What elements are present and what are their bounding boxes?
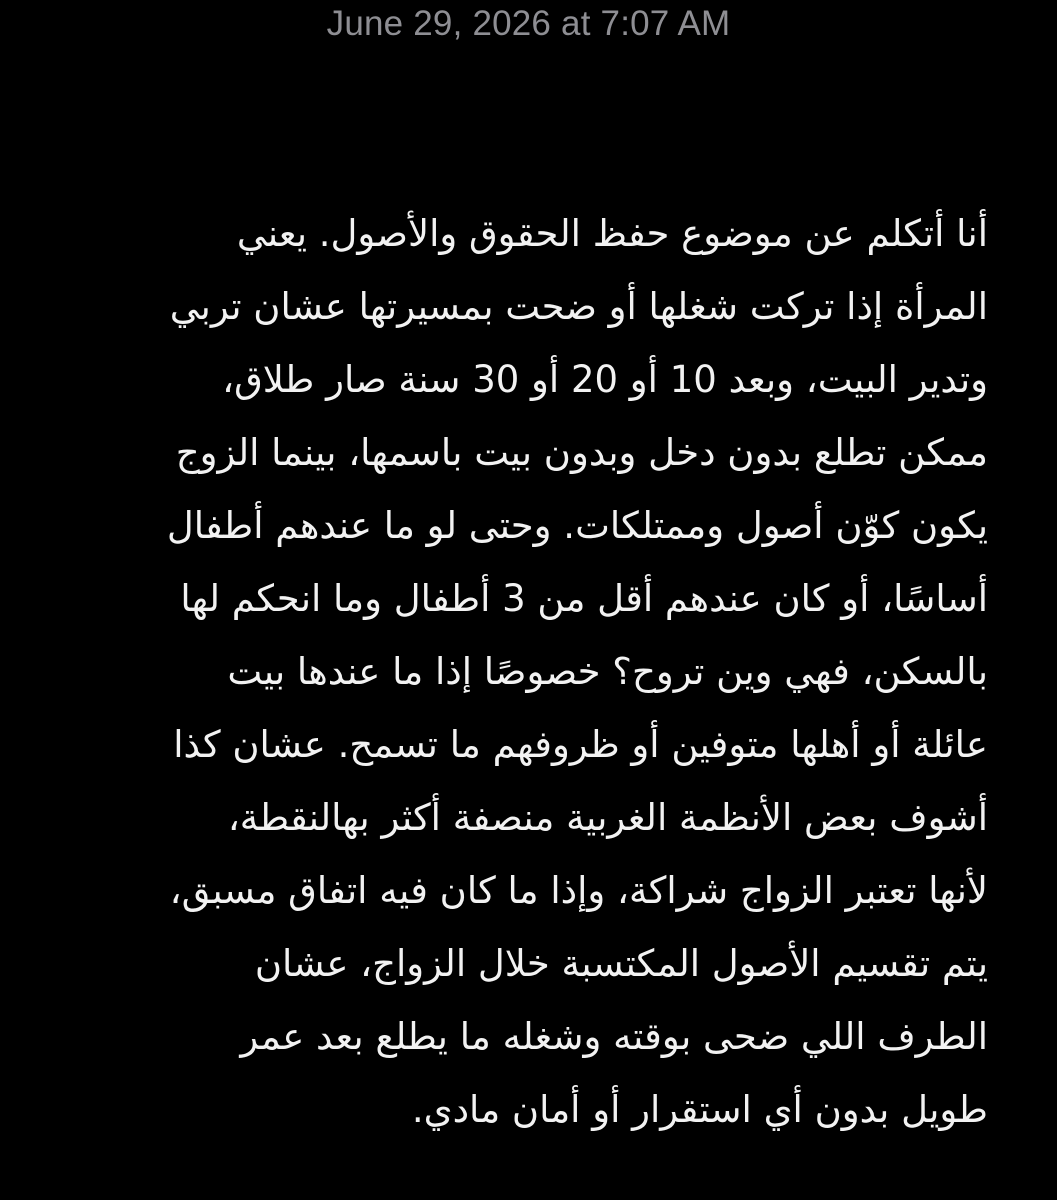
note-line: الطرف اللي ضحى بوقته وشغله ما يطلع بعد عمر	[240, 1015, 988, 1058]
note-line: وتدير البيت، وبعد 10 أو 20 أو 30 سنة صار طلاق،	[222, 358, 988, 401]
note-line: عائلة أو أهلها متوفين أو ظروفهم ما تسمح. عشان كذا	[173, 723, 988, 766]
note-line: المرأة إذا تركت شغلها أو ضحت بمسيرتها عشان تربي	[169, 285, 988, 328]
note-line: أساسًا، أو كان عندهم أقل من 3 أطفال وما انحكم لها	[180, 577, 988, 620]
note-line: بالسكن، فهي وين تروح؟ خصوصًا إذا ما عندها بيت	[227, 650, 988, 693]
note-line: أشوف بعض الأنظمة الغربية منصفة أكثر بهالنقطة،	[227, 796, 988, 839]
note-timestamp: June 29, 2026 at 7:07 AM	[326, 4, 731, 43]
note-line: ممكن تطلع بدون دخل وبدون بيت باسمها، بينما الزوج	[175, 431, 988, 474]
note-line: يتم تقسيم الأصول المكتسبة خلال الزواج، عشان	[254, 942, 988, 985]
note-line: طويل بدون أي استقرار أو أمان مادي.	[411, 1088, 988, 1131]
note-line: أنا أتكلم عن موضوع حفظ الحقوق والأصول. يعني	[236, 212, 988, 255]
note-body-text[interactable]	[0, 197, 1057, 1157]
note-line: يكون كوّن أصول وممتلكات. وحتى لو ما عندهم أطفال	[166, 504, 988, 547]
note-line: لأنها تعتبر الزواج شراكة، وإذا ما كان فيه اتفاق مسبق،	[169, 869, 988, 912]
